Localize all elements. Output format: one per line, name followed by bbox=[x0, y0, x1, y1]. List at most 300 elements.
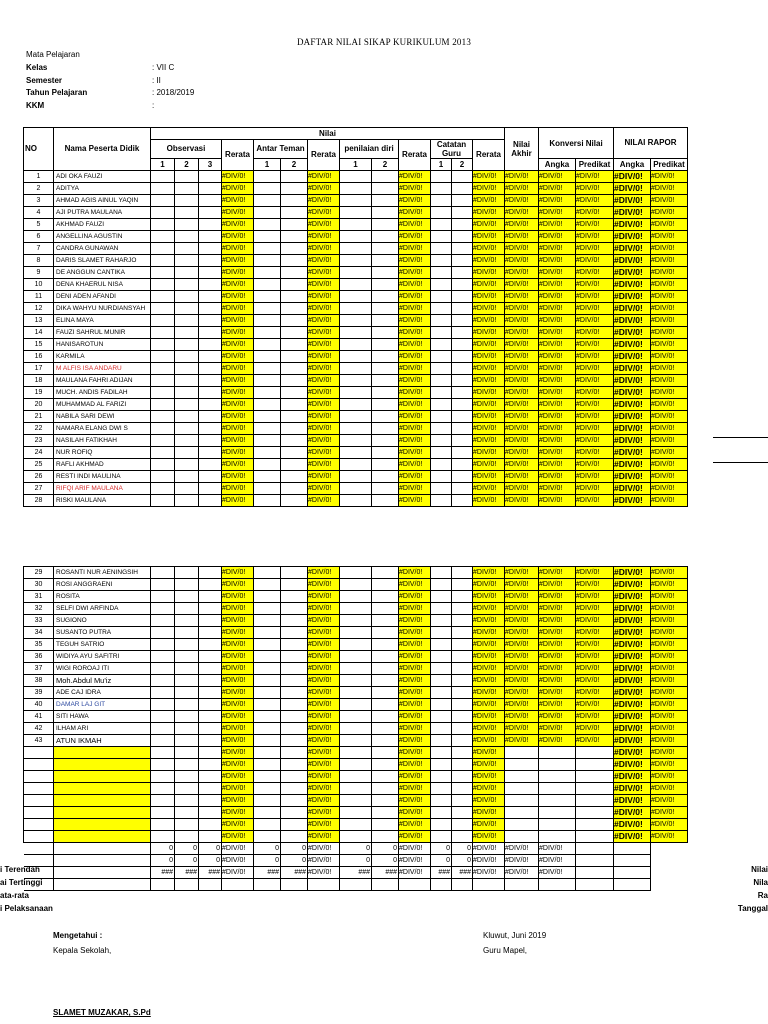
formula-cell[interactable]: #DIV/0! bbox=[614, 219, 651, 231]
score-input-cell[interactable] bbox=[431, 447, 452, 459]
formula-cell[interactable]: #DIV/0! bbox=[614, 615, 651, 627]
score-input-cell[interactable] bbox=[175, 699, 199, 711]
score-input-cell[interactable] bbox=[340, 567, 372, 579]
score-input-cell[interactable] bbox=[431, 807, 452, 819]
score-input-cell[interactable] bbox=[340, 315, 372, 327]
score-input-cell[interactable] bbox=[281, 627, 308, 639]
score-input-cell[interactable] bbox=[254, 783, 281, 795]
score-input-cell[interactable] bbox=[151, 195, 175, 207]
formula-cell[interactable]: #DIV/0! bbox=[539, 447, 576, 459]
score-input-cell[interactable] bbox=[254, 831, 281, 843]
formula-cell[interactable]: #DIV/0! bbox=[222, 663, 254, 675]
formula-cell[interactable]: #DIV/0! bbox=[614, 759, 651, 771]
formula-cell[interactable]: #DIV/0! bbox=[505, 195, 539, 207]
formula-cell[interactable]: #DIV/0! bbox=[222, 435, 254, 447]
score-input-cell[interactable] bbox=[431, 207, 452, 219]
score-input-cell[interactable] bbox=[199, 411, 222, 423]
formula-cell[interactable]: #DIV/0! bbox=[614, 327, 651, 339]
formula-cell[interactable]: #DIV/0! bbox=[222, 399, 254, 411]
score-input-cell[interactable] bbox=[151, 399, 175, 411]
score-input-cell[interactable] bbox=[452, 207, 473, 219]
formula-cell[interactable]: #DIV/0! bbox=[473, 759, 505, 771]
score-input-cell[interactable] bbox=[431, 195, 452, 207]
formula-cell[interactable]: #DIV/0! bbox=[651, 363, 688, 375]
formula-cell[interactable]: #DIV/0! bbox=[539, 687, 576, 699]
student-name[interactable]: ROSANTI NUR AENINGSIH bbox=[54, 567, 151, 579]
score-input-cell[interactable] bbox=[281, 291, 308, 303]
score-input-cell[interactable] bbox=[151, 447, 175, 459]
score-input-cell[interactable] bbox=[340, 819, 372, 831]
formula-cell[interactable]: #DIV/0! bbox=[505, 495, 539, 507]
score-input-cell[interactable] bbox=[151, 831, 175, 843]
formula-cell[interactable]: #DIV/0! bbox=[505, 231, 539, 243]
formula-cell[interactable]: #DIV/0! bbox=[399, 339, 431, 351]
score-input-cell[interactable] bbox=[151, 219, 175, 231]
formula-cell[interactable]: #DIV/0! bbox=[651, 627, 688, 639]
formula-cell[interactable]: #DIV/0! bbox=[539, 495, 576, 507]
formula-cell[interactable]: #DIV/0! bbox=[308, 231, 340, 243]
score-input-cell[interactable] bbox=[281, 759, 308, 771]
formula-cell[interactable]: #DIV/0! bbox=[651, 819, 688, 831]
formula-cell[interactable]: #DIV/0! bbox=[308, 687, 340, 699]
score-input-cell[interactable] bbox=[151, 747, 175, 759]
formula-cell[interactable]: #DIV/0! bbox=[222, 387, 254, 399]
score-input-cell[interactable] bbox=[372, 387, 399, 399]
formula-cell[interactable]: #DIV/0! bbox=[399, 615, 431, 627]
formula-cell[interactable]: #DIV/0! bbox=[614, 363, 651, 375]
formula-cell[interactable]: #DIV/0! bbox=[651, 675, 688, 687]
formula-cell[interactable]: #DIV/0! bbox=[399, 771, 431, 783]
score-input-cell[interactable] bbox=[199, 483, 222, 495]
formula-cell[interactable]: #DIV/0! bbox=[614, 591, 651, 603]
score-input-cell[interactable] bbox=[151, 411, 175, 423]
score-input-cell[interactable] bbox=[254, 327, 281, 339]
formula-cell[interactable]: #DIV/0! bbox=[539, 579, 576, 591]
formula-cell[interactable]: #DIV/0! bbox=[222, 615, 254, 627]
formula-cell[interactable]: #DIV/0! bbox=[651, 183, 688, 195]
formula-cell[interactable]: #DIV/0! bbox=[651, 447, 688, 459]
score-input-cell[interactable] bbox=[151, 699, 175, 711]
formula-cell[interactable]: #DIV/0! bbox=[473, 459, 505, 471]
formula-cell[interactable]: #DIV/0! bbox=[576, 351, 614, 363]
score-input-cell[interactable] bbox=[199, 699, 222, 711]
formula-cell[interactable]: #DIV/0! bbox=[222, 723, 254, 735]
formula-cell[interactable]: #DIV/0! bbox=[651, 387, 688, 399]
empty-cell[interactable] bbox=[505, 831, 539, 843]
formula-cell[interactable]: #DIV/0! bbox=[539, 315, 576, 327]
formula-cell[interactable]: #DIV/0! bbox=[576, 423, 614, 435]
formula-cell[interactable]: #DIV/0! bbox=[614, 375, 651, 387]
score-input-cell[interactable] bbox=[340, 699, 372, 711]
score-input-cell[interactable] bbox=[431, 771, 452, 783]
formula-cell[interactable]: #DIV/0! bbox=[539, 663, 576, 675]
score-input-cell[interactable] bbox=[199, 231, 222, 243]
score-input-cell[interactable] bbox=[452, 747, 473, 759]
score-input-cell[interactable] bbox=[254, 795, 281, 807]
score-input-cell[interactable] bbox=[175, 435, 199, 447]
score-input-cell[interactable] bbox=[452, 243, 473, 255]
student-name[interactable]: WIGI ROROAJ ITI bbox=[54, 663, 151, 675]
score-input-cell[interactable] bbox=[175, 711, 199, 723]
score-input-cell[interactable] bbox=[254, 615, 281, 627]
formula-cell[interactable]: #DIV/0! bbox=[539, 675, 576, 687]
score-input-cell[interactable] bbox=[452, 591, 473, 603]
score-input-cell[interactable] bbox=[175, 627, 199, 639]
score-input-cell[interactable] bbox=[151, 639, 175, 651]
student-name[interactable]: NAMARA ELANG DWI S bbox=[54, 423, 151, 435]
formula-cell[interactable]: #DIV/0! bbox=[614, 783, 651, 795]
empty-cell[interactable] bbox=[576, 771, 614, 783]
formula-cell[interactable]: #DIV/0! bbox=[222, 315, 254, 327]
formula-cell[interactable]: #DIV/0! bbox=[399, 399, 431, 411]
formula-cell[interactable]: #DIV/0! bbox=[399, 819, 431, 831]
formula-cell[interactable]: #DIV/0! bbox=[222, 711, 254, 723]
score-input-cell[interactable] bbox=[254, 759, 281, 771]
formula-cell[interactable]: #DIV/0! bbox=[473, 819, 505, 831]
formula-cell[interactable]: #DIV/0! bbox=[651, 759, 688, 771]
score-input-cell[interactable] bbox=[175, 363, 199, 375]
score-input-cell[interactable] bbox=[372, 723, 399, 735]
formula-cell[interactable]: #DIV/0! bbox=[473, 651, 505, 663]
formula-cell[interactable]: #DIV/0! bbox=[308, 339, 340, 351]
score-input-cell[interactable] bbox=[372, 639, 399, 651]
formula-cell[interactable]: #DIV/0! bbox=[473, 267, 505, 279]
formula-cell[interactable]: #DIV/0! bbox=[505, 675, 539, 687]
score-input-cell[interactable] bbox=[372, 711, 399, 723]
score-input-cell[interactable] bbox=[340, 639, 372, 651]
formula-cell[interactable]: #DIV/0! bbox=[222, 747, 254, 759]
student-name[interactable] bbox=[54, 783, 151, 795]
formula-cell[interactable]: #DIV/0! bbox=[473, 255, 505, 267]
formula-cell[interactable]: #DIV/0! bbox=[222, 231, 254, 243]
formula-cell[interactable]: #DIV/0! bbox=[539, 651, 576, 663]
score-input-cell[interactable] bbox=[175, 795, 199, 807]
formula-cell[interactable]: #DIV/0! bbox=[505, 459, 539, 471]
score-input-cell[interactable] bbox=[340, 723, 372, 735]
formula-cell[interactable]: #DIV/0! bbox=[576, 459, 614, 471]
score-input-cell[interactable] bbox=[254, 351, 281, 363]
score-input-cell[interactable] bbox=[372, 459, 399, 471]
score-input-cell[interactable] bbox=[254, 639, 281, 651]
score-input-cell[interactable] bbox=[340, 219, 372, 231]
score-input-cell[interactable] bbox=[452, 195, 473, 207]
formula-cell[interactable]: #DIV/0! bbox=[308, 243, 340, 255]
formula-cell[interactable]: #DIV/0! bbox=[222, 423, 254, 435]
score-input-cell[interactable] bbox=[254, 375, 281, 387]
student-name[interactable]: HANISAROTUN bbox=[54, 339, 151, 351]
formula-cell[interactable]: #DIV/0! bbox=[399, 447, 431, 459]
student-name[interactable]: AKHMAD FAUZI bbox=[54, 219, 151, 231]
score-input-cell[interactable] bbox=[175, 771, 199, 783]
score-input-cell[interactable] bbox=[281, 831, 308, 843]
score-input-cell[interactable] bbox=[340, 339, 372, 351]
formula-cell[interactable]: #DIV/0! bbox=[576, 399, 614, 411]
formula-cell[interactable]: #DIV/0! bbox=[539, 639, 576, 651]
empty-cell[interactable] bbox=[576, 783, 614, 795]
score-input-cell[interactable] bbox=[431, 579, 452, 591]
score-input-cell[interactable] bbox=[452, 783, 473, 795]
formula-cell[interactable]: #DIV/0! bbox=[651, 399, 688, 411]
score-input-cell[interactable] bbox=[340, 327, 372, 339]
formula-cell[interactable]: #DIV/0! bbox=[614, 207, 651, 219]
formula-cell[interactable]: #DIV/0! bbox=[399, 183, 431, 195]
score-input-cell[interactable] bbox=[452, 411, 473, 423]
formula-cell[interactable]: #DIV/0! bbox=[505, 579, 539, 591]
formula-cell[interactable]: #DIV/0! bbox=[651, 723, 688, 735]
empty-cell[interactable] bbox=[539, 831, 576, 843]
formula-cell[interactable]: #DIV/0! bbox=[576, 327, 614, 339]
formula-cell[interactable]: #DIV/0! bbox=[539, 699, 576, 711]
formula-cell[interactable]: #DIV/0! bbox=[222, 375, 254, 387]
score-input-cell[interactable] bbox=[452, 699, 473, 711]
score-input-cell[interactable] bbox=[175, 267, 199, 279]
score-input-cell[interactable] bbox=[372, 819, 399, 831]
formula-cell[interactable]: #DIV/0! bbox=[576, 711, 614, 723]
score-input-cell[interactable] bbox=[431, 279, 452, 291]
formula-cell[interactable]: #DIV/0! bbox=[399, 435, 431, 447]
score-input-cell[interactable] bbox=[452, 639, 473, 651]
formula-cell[interactable]: #DIV/0! bbox=[539, 723, 576, 735]
score-input-cell[interactable] bbox=[431, 567, 452, 579]
formula-cell[interactable]: #DIV/0! bbox=[473, 339, 505, 351]
score-input-cell[interactable] bbox=[372, 687, 399, 699]
score-input-cell[interactable] bbox=[431, 687, 452, 699]
formula-cell[interactable]: #DIV/0! bbox=[473, 423, 505, 435]
score-input-cell[interactable] bbox=[254, 591, 281, 603]
score-input-cell[interactable] bbox=[340, 351, 372, 363]
formula-cell[interactable]: #DIV/0! bbox=[651, 471, 688, 483]
score-input-cell[interactable] bbox=[175, 375, 199, 387]
score-input-cell[interactable] bbox=[199, 579, 222, 591]
formula-cell[interactable]: #DIV/0! bbox=[473, 771, 505, 783]
formula-cell[interactable]: #DIV/0! bbox=[399, 327, 431, 339]
formula-cell[interactable]: #DIV/0! bbox=[222, 171, 254, 183]
formula-cell[interactable]: #DIV/0! bbox=[473, 291, 505, 303]
formula-cell[interactable]: #DIV/0! bbox=[473, 471, 505, 483]
formula-cell[interactable]: #DIV/0! bbox=[505, 207, 539, 219]
formula-cell[interactable]: #DIV/0! bbox=[473, 183, 505, 195]
score-input-cell[interactable] bbox=[199, 279, 222, 291]
formula-cell[interactable]: #DIV/0! bbox=[539, 303, 576, 315]
score-input-cell[interactable] bbox=[151, 735, 175, 747]
formula-cell[interactable]: #DIV/0! bbox=[308, 651, 340, 663]
score-input-cell[interactable] bbox=[340, 291, 372, 303]
formula-cell[interactable]: #DIV/0! bbox=[222, 243, 254, 255]
score-input-cell[interactable] bbox=[151, 687, 175, 699]
formula-cell[interactable]: #DIV/0! bbox=[473, 399, 505, 411]
score-input-cell[interactable] bbox=[281, 399, 308, 411]
score-input-cell[interactable] bbox=[151, 423, 175, 435]
score-input-cell[interactable] bbox=[372, 807, 399, 819]
score-input-cell[interactable] bbox=[281, 639, 308, 651]
student-name[interactable]: RESTI INDI MAULINA bbox=[54, 471, 151, 483]
formula-cell[interactable]: #DIV/0! bbox=[222, 591, 254, 603]
formula-cell[interactable]: #DIV/0! bbox=[505, 279, 539, 291]
empty-cell[interactable] bbox=[539, 747, 576, 759]
score-input-cell[interactable] bbox=[452, 615, 473, 627]
formula-cell[interactable]: #DIV/0! bbox=[614, 171, 651, 183]
student-name[interactable]: ADE CAJ IDRA bbox=[54, 687, 151, 699]
score-input-cell[interactable] bbox=[281, 255, 308, 267]
score-input-cell[interactable] bbox=[340, 759, 372, 771]
score-input-cell[interactable] bbox=[340, 435, 372, 447]
score-input-cell[interactable] bbox=[452, 387, 473, 399]
student-name[interactable]: MUHAMMAD AL FARIZI bbox=[54, 399, 151, 411]
formula-cell[interactable]: #DIV/0! bbox=[308, 495, 340, 507]
score-input-cell[interactable] bbox=[431, 639, 452, 651]
score-input-cell[interactable] bbox=[151, 231, 175, 243]
formula-cell[interactable]: #DIV/0! bbox=[651, 411, 688, 423]
formula-cell[interactable]: #DIV/0! bbox=[222, 255, 254, 267]
formula-cell[interactable]: #DIV/0! bbox=[308, 219, 340, 231]
score-input-cell[interactable] bbox=[199, 591, 222, 603]
formula-cell[interactable]: #DIV/0! bbox=[539, 243, 576, 255]
formula-cell[interactable]: #DIV/0! bbox=[614, 291, 651, 303]
formula-cell[interactable]: #DIV/0! bbox=[222, 327, 254, 339]
score-input-cell[interactable] bbox=[372, 207, 399, 219]
score-input-cell[interactable] bbox=[452, 423, 473, 435]
formula-cell[interactable]: #DIV/0! bbox=[576, 663, 614, 675]
score-input-cell[interactable] bbox=[452, 603, 473, 615]
score-input-cell[interactable] bbox=[372, 243, 399, 255]
formula-cell[interactable]: #DIV/0! bbox=[576, 171, 614, 183]
score-input-cell[interactable] bbox=[452, 663, 473, 675]
formula-cell[interactable]: #DIV/0! bbox=[473, 591, 505, 603]
score-input-cell[interactable] bbox=[254, 771, 281, 783]
score-input-cell[interactable] bbox=[372, 591, 399, 603]
score-input-cell[interactable] bbox=[431, 171, 452, 183]
score-input-cell[interactable] bbox=[431, 339, 452, 351]
score-input-cell[interactable] bbox=[340, 747, 372, 759]
score-input-cell[interactable] bbox=[151, 723, 175, 735]
formula-cell[interactable]: #DIV/0! bbox=[651, 171, 688, 183]
formula-cell[interactable]: #DIV/0! bbox=[651, 243, 688, 255]
formula-cell[interactable]: #DIV/0! bbox=[614, 687, 651, 699]
formula-cell[interactable]: #DIV/0! bbox=[505, 303, 539, 315]
formula-cell[interactable]: #DIV/0! bbox=[308, 759, 340, 771]
score-input-cell[interactable] bbox=[431, 759, 452, 771]
score-input-cell[interactable] bbox=[431, 351, 452, 363]
student-name[interactable]: ROSITA bbox=[54, 591, 151, 603]
formula-cell[interactable]: #DIV/0! bbox=[473, 363, 505, 375]
score-input-cell[interactable] bbox=[452, 567, 473, 579]
formula-cell[interactable]: #DIV/0! bbox=[651, 591, 688, 603]
score-input-cell[interactable] bbox=[431, 831, 452, 843]
formula-cell[interactable]: #DIV/0! bbox=[576, 291, 614, 303]
empty-cell[interactable] bbox=[539, 819, 576, 831]
formula-cell[interactable]: #DIV/0! bbox=[505, 267, 539, 279]
student-name[interactable]: DAMAR LAJ GIT bbox=[54, 699, 151, 711]
score-input-cell[interactable] bbox=[281, 651, 308, 663]
student-name[interactable] bbox=[54, 807, 151, 819]
score-input-cell[interactable] bbox=[281, 771, 308, 783]
score-input-cell[interactable] bbox=[254, 207, 281, 219]
score-input-cell[interactable] bbox=[372, 195, 399, 207]
score-input-cell[interactable] bbox=[281, 723, 308, 735]
formula-cell[interactable]: #DIV/0! bbox=[651, 831, 688, 843]
formula-cell[interactable]: #DIV/0! bbox=[308, 363, 340, 375]
formula-cell[interactable]: #DIV/0! bbox=[539, 219, 576, 231]
formula-cell[interactable]: #DIV/0! bbox=[505, 183, 539, 195]
formula-cell[interactable]: #DIV/0! bbox=[539, 423, 576, 435]
formula-cell[interactable]: #DIV/0! bbox=[576, 639, 614, 651]
score-input-cell[interactable] bbox=[281, 183, 308, 195]
formula-cell[interactable]: #DIV/0! bbox=[473, 735, 505, 747]
score-input-cell[interactable] bbox=[175, 459, 199, 471]
score-input-cell[interactable] bbox=[175, 315, 199, 327]
score-input-cell[interactable] bbox=[452, 303, 473, 315]
formula-cell[interactable]: #DIV/0! bbox=[614, 651, 651, 663]
formula-cell[interactable]: #DIV/0! bbox=[308, 303, 340, 315]
score-input-cell[interactable] bbox=[254, 447, 281, 459]
formula-cell[interactable]: #DIV/0! bbox=[651, 327, 688, 339]
score-input-cell[interactable] bbox=[372, 735, 399, 747]
formula-cell[interactable]: #DIV/0! bbox=[308, 711, 340, 723]
formula-cell[interactable]: #DIV/0! bbox=[308, 699, 340, 711]
formula-cell[interactable]: #DIV/0! bbox=[222, 771, 254, 783]
formula-cell[interactable]: #DIV/0! bbox=[222, 483, 254, 495]
student-name[interactable]: ADI OKA FAUZI bbox=[54, 171, 151, 183]
score-input-cell[interactable] bbox=[199, 735, 222, 747]
formula-cell[interactable]: #DIV/0! bbox=[651, 255, 688, 267]
formula-cell[interactable]: #DIV/0! bbox=[614, 183, 651, 195]
score-input-cell[interactable] bbox=[175, 183, 199, 195]
formula-cell[interactable]: #DIV/0! bbox=[651, 615, 688, 627]
formula-cell[interactable]: #DIV/0! bbox=[222, 831, 254, 843]
score-input-cell[interactable] bbox=[431, 651, 452, 663]
student-name[interactable]: FAUZI SAHRUL MUNIR bbox=[54, 327, 151, 339]
formula-cell[interactable]: #DIV/0! bbox=[614, 315, 651, 327]
score-input-cell[interactable] bbox=[452, 327, 473, 339]
formula-cell[interactable]: #DIV/0! bbox=[473, 219, 505, 231]
formula-cell[interactable]: #DIV/0! bbox=[505, 411, 539, 423]
score-input-cell[interactable] bbox=[281, 447, 308, 459]
score-input-cell[interactable] bbox=[372, 303, 399, 315]
formula-cell[interactable]: #DIV/0! bbox=[576, 243, 614, 255]
score-input-cell[interactable] bbox=[340, 231, 372, 243]
formula-cell[interactable]: #DIV/0! bbox=[651, 651, 688, 663]
formula-cell[interactable]: #DIV/0! bbox=[614, 807, 651, 819]
formula-cell[interactable]: #DIV/0! bbox=[576, 603, 614, 615]
score-input-cell[interactable] bbox=[431, 615, 452, 627]
score-input-cell[interactable] bbox=[340, 615, 372, 627]
formula-cell[interactable]: #DIV/0! bbox=[399, 255, 431, 267]
score-input-cell[interactable] bbox=[372, 471, 399, 483]
score-input-cell[interactable] bbox=[199, 663, 222, 675]
formula-cell[interactable]: #DIV/0! bbox=[539, 591, 576, 603]
formula-cell[interactable]: #DIV/0! bbox=[651, 279, 688, 291]
formula-cell[interactable]: #DIV/0! bbox=[473, 351, 505, 363]
formula-cell[interactable]: #DIV/0! bbox=[651, 783, 688, 795]
formula-cell[interactable]: #DIV/0! bbox=[399, 807, 431, 819]
formula-cell[interactable]: #DIV/0! bbox=[651, 207, 688, 219]
score-input-cell[interactable] bbox=[175, 579, 199, 591]
score-input-cell[interactable] bbox=[175, 207, 199, 219]
score-input-cell[interactable] bbox=[372, 447, 399, 459]
score-input-cell[interactable] bbox=[452, 219, 473, 231]
score-input-cell[interactable] bbox=[254, 471, 281, 483]
formula-cell[interactable]: #DIV/0! bbox=[576, 687, 614, 699]
score-input-cell[interactable] bbox=[175, 171, 199, 183]
score-input-cell[interactable] bbox=[199, 327, 222, 339]
formula-cell[interactable]: #DIV/0! bbox=[576, 315, 614, 327]
formula-cell[interactable]: #DIV/0! bbox=[308, 615, 340, 627]
score-input-cell[interactable] bbox=[281, 591, 308, 603]
score-input-cell[interactable] bbox=[452, 315, 473, 327]
score-input-cell[interactable] bbox=[175, 591, 199, 603]
formula-cell[interactable]: #DIV/0! bbox=[539, 291, 576, 303]
formula-cell[interactable]: #DIV/0! bbox=[222, 363, 254, 375]
